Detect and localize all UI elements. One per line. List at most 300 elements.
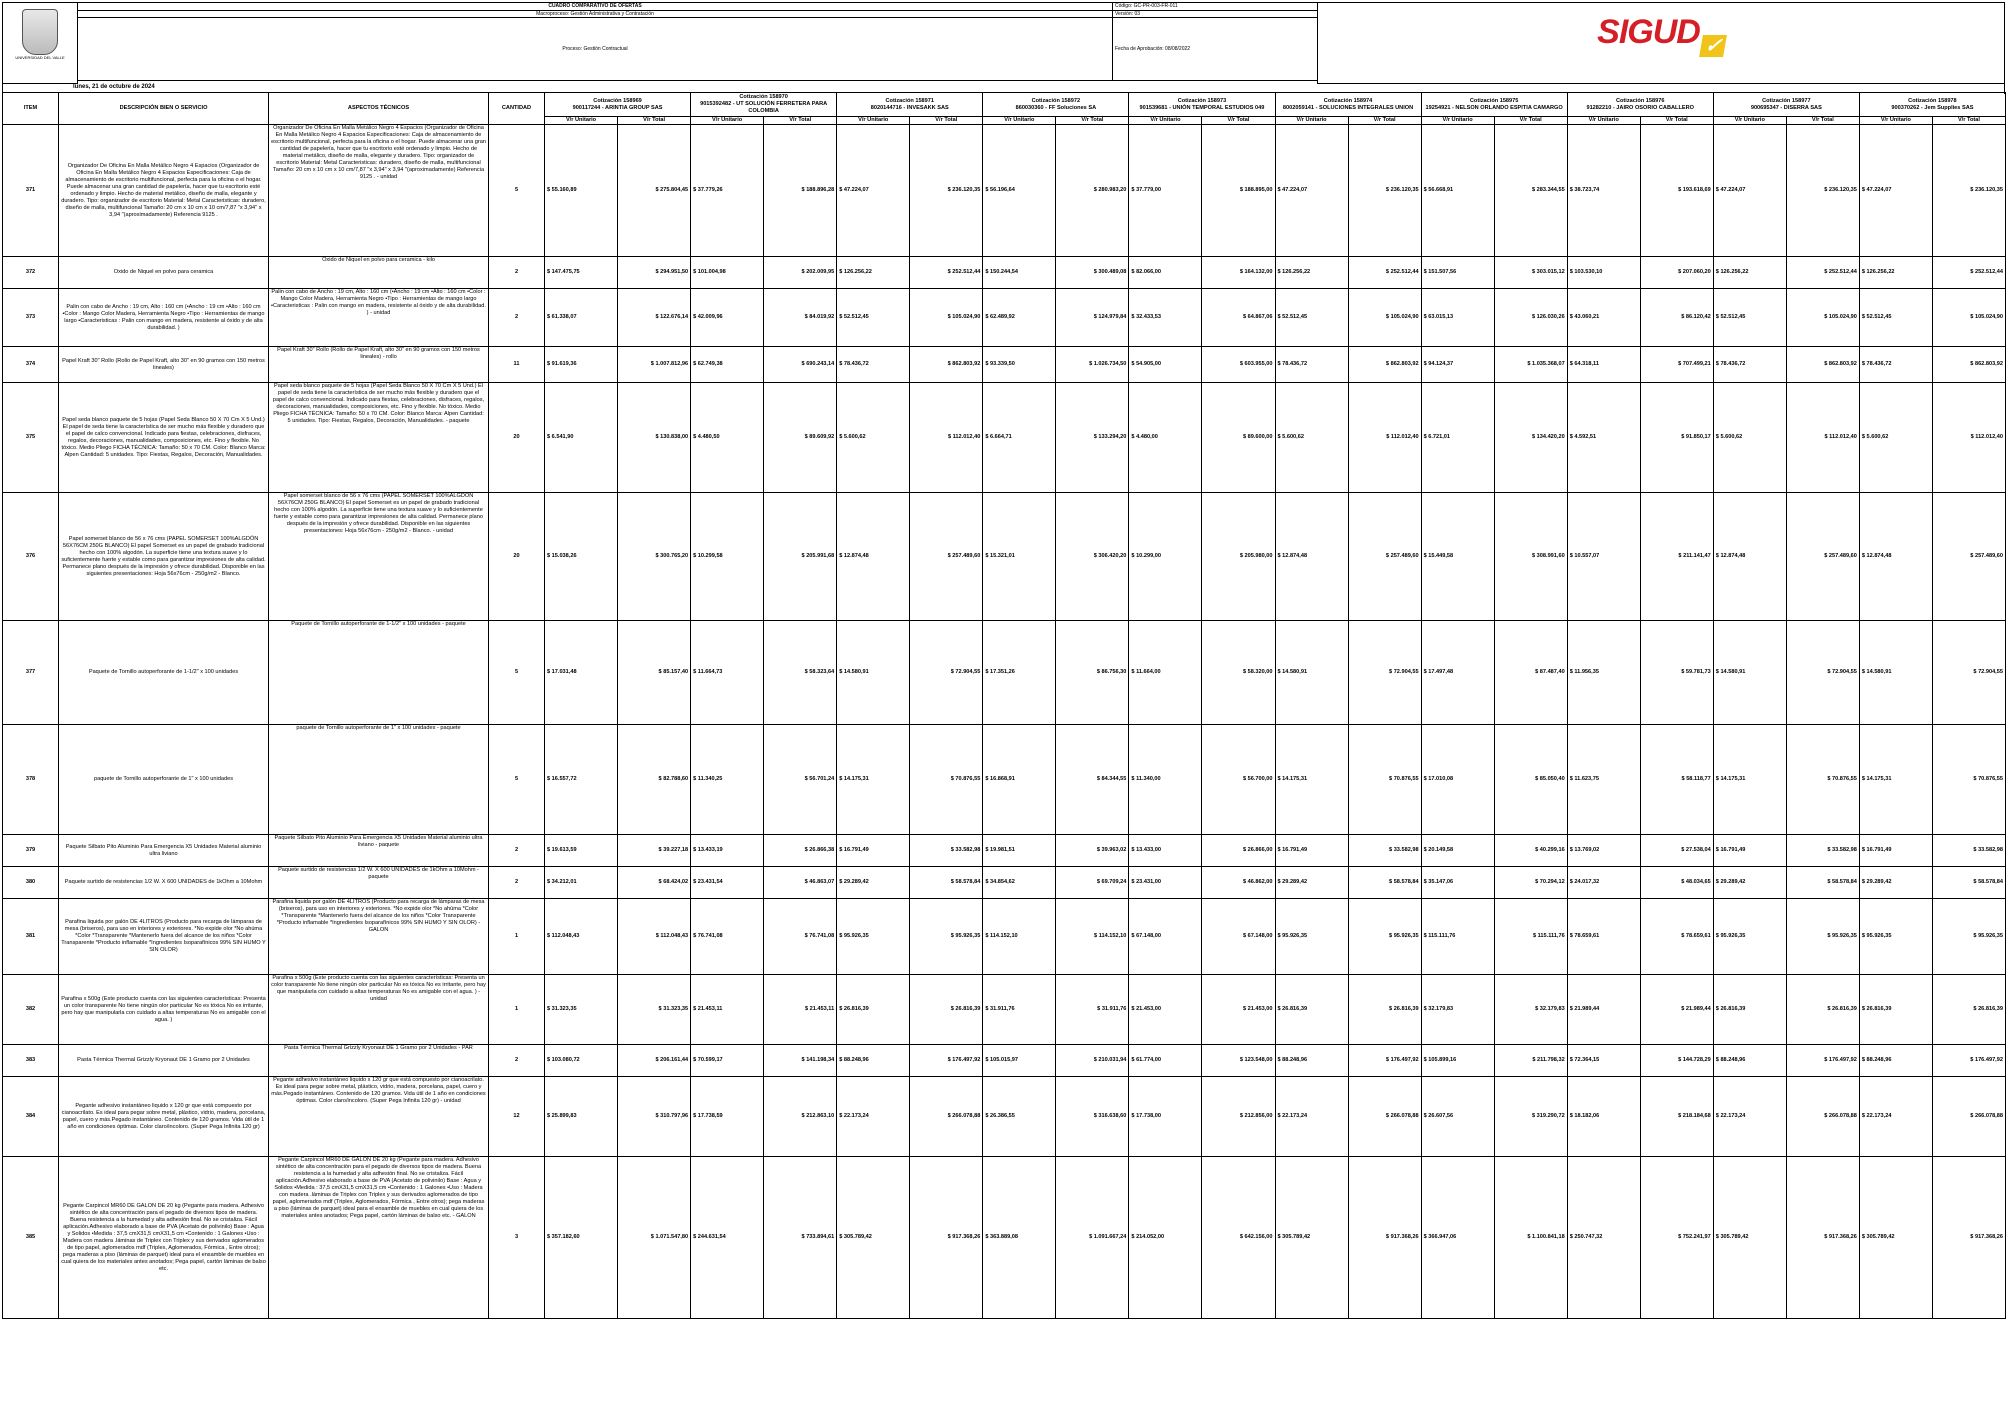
unit-price: $ 61.338,07 (545, 289, 618, 347)
item-description: Papel somerset blanco de 56 x 76 cms (PAPEL SOMERSET 100%ALGDÓN 56X76CM 250G BLANCO) El papel Somerset es un papel de grabado tradicional hecho con 100% algodón. La superficie tiene una textura suave y lo suficientemente fuerte y estable como para garantizar impresiones de alta calidad. Permanece plano después de la impresión y ofrece durabilidad. Disponible en las siguientes presentaciones: Hoja 56x76cm - 250g/m2 - Blanco. (59, 493, 269, 621)
total-price: $ 319.290,72 (1494, 1077, 1567, 1157)
total-price: $ 308.991,60 (1494, 493, 1567, 621)
university-name: UNIVERSIDAD DEL VALLE (15, 55, 65, 60)
total-price: $ 112.012,40 (1348, 383, 1421, 493)
total-price: $ 21.453,00 (1202, 975, 1275, 1045)
unit-price: $ 11.664,73 (691, 621, 764, 725)
unit-price: $ 23.431,54 (691, 867, 764, 899)
item-description: Parafina liquida por galón DE 4LITROS (Producto para recarga de lámparas de mesa (briseros), para uso en interiores y exteriores. *No expide olor *No ahúma *Color *Transparente *Mantenerlo fuera del alcance de los niños *Color Transparente *Producto inflamable *Ingredientes Isoparafínicos 99% SIN HUMO Y SIN OLOR) (59, 899, 269, 975)
document-header (2, 2, 2005, 84)
total-price: $ 84.019,92 (764, 289, 837, 347)
unit-price: $ 126.256,22 (837, 257, 910, 289)
col-header-vr-total: V/r Total (1494, 117, 1567, 125)
unit-price: $ 88.248,96 (1713, 1045, 1786, 1077)
table-row (3, 1077, 2006, 1157)
col-header-vr-unitario: V/r Unitario (983, 117, 1056, 125)
unit-price: $ 115.111,76 (1421, 899, 1494, 975)
total-price: $ 283.344,55 (1494, 125, 1567, 257)
unit-price: $ 61.774,00 (1129, 1045, 1202, 1077)
item-quantity: 20 (489, 493, 545, 621)
total-price: $ 1.026.734,50 (1056, 347, 1129, 383)
unit-price: $ 13.433,00 (1129, 835, 1202, 867)
doc-title: CUADRO COMPARATIVO DE OFERTAS (78, 3, 1113, 11)
total-price: $ 105.024,90 (910, 289, 983, 347)
unit-price: $ 10.299,58 (691, 493, 764, 621)
total-price: $ 862.803,92 (1932, 347, 2005, 383)
total-price: $ 21.989,44 (1640, 975, 1713, 1045)
total-price: $ 257.489,60 (1932, 493, 2005, 621)
unit-price: $ 29.289,42 (1275, 867, 1348, 899)
unit-price: $ 5.600,62 (1713, 383, 1786, 493)
university-logo-cell (3, 3, 78, 84)
unit-price: $ 17.351,26 (983, 621, 1056, 725)
total-price: $ 114.152,10 (1056, 899, 1129, 975)
unit-price: $ 42.009,96 (691, 289, 764, 347)
university-crest-icon (22, 9, 58, 55)
quote-header (1859, 93, 2005, 117)
col-header-descripcion: DESCRIPCIÓN BIEN O SERVICIO (59, 93, 269, 125)
unit-price: $ 78.436,72 (1275, 347, 1348, 383)
total-price: $ 252.512,44 (1348, 257, 1421, 289)
item-description: Papel seda blanco paquete de 5 hojas (Papel Seda Blanco 50 X 70 Cm X 5 Und.) El papel de seda tiene la característica de ser mucho más flexible y duradero que el papel de calco convencional. Indicado para fiestas, celebraciones, disfraces, regalos, decoraciones, manualidades, composiciones, etc. Fino y flexible. No tóxico. Medio Pliego FICHA TÉCNICA: Tamaño: 50 x 70 CM. Color: Blanco Marca: Alpen Cantidad: 5 unidades. Tipo: Fiestas, Regalos, Decoración, Manualidades. (59, 383, 269, 493)
total-price: $ 707.499,21 (1640, 347, 1713, 383)
table-row (3, 725, 2006, 835)
unit-price: $ 11.664,00 (1129, 621, 1202, 725)
unit-price: $ 363.889,08 (983, 1157, 1056, 1319)
unit-price: $ 72.364,15 (1567, 1045, 1640, 1077)
table-row (3, 493, 2006, 621)
total-price: $ 95.926,35 (1348, 899, 1421, 975)
quote-header (691, 93, 837, 117)
total-price: $ 1.091.667,24 (1056, 1157, 1129, 1319)
col-header-vr-unitario: V/r Unitario (1421, 117, 1494, 125)
total-price: $ 133.294,20 (1056, 383, 1129, 493)
total-price: $ 89.609,92 (764, 383, 837, 493)
col-header-vr-total: V/r Total (764, 117, 837, 125)
unit-price: $ 78.659,61 (1567, 899, 1640, 975)
quote-header (837, 93, 983, 117)
unit-price: $ 56.196,64 (983, 125, 1056, 257)
unit-price: $ 10.557,07 (1567, 493, 1640, 621)
table-row (3, 125, 2006, 257)
total-price: $ 212.863,10 (764, 1077, 837, 1157)
item-description: Organizador De Oficina En Malla Metálico Negro 4 Espacios (Organizador de Oficina En Malla Metálico Negro 4 Espacios Especificaciones: Caja de almacenamiento de escritorio multifuncional, perfecta para la oficina o el hogar. Puede almacenar una gran cantidad de papelería, hacer que tu escritorio esté ordenado y limpio. Hecho de material metálico, diseño de malla, elegante y duradero. Tipo: organizador de escritorio Material: Metal Caracteristicas: duradero, diseño de malla, multifuncional Tamaño: 20 cm x 10 cm x 10 cm/7,87 "x 3,94" x 3,94 "(aproximadamente) Referencia 9125 . (59, 125, 269, 257)
total-price: $ 236.120,35 (1786, 125, 1859, 257)
total-price: $ 58.320,00 (1202, 621, 1275, 725)
unit-price: $ 26.386,55 (983, 1077, 1056, 1157)
total-price: $ 68.424,02 (618, 867, 691, 899)
item-quantity: 1 (489, 899, 545, 975)
total-price: $ 31.323,35 (618, 975, 691, 1045)
quote-supplier: 8020144716 - INVESAKK SAS (870, 104, 949, 111)
unit-price: $ 12.874,48 (837, 493, 910, 621)
unit-price: $ 32.179,83 (1421, 975, 1494, 1045)
total-price: $ 733.894,61 (764, 1157, 837, 1319)
col-header-vr-unitario: V/r Unitario (1567, 117, 1640, 125)
table-row (3, 867, 2006, 899)
unit-price: $ 11.340,00 (1129, 725, 1202, 835)
unit-price: $ 37.779,00 (1129, 125, 1202, 257)
unit-price: $ 31.911,76 (983, 975, 1056, 1045)
total-price: $ 212.856,00 (1202, 1077, 1275, 1157)
unit-price: $ 56.668,91 (1421, 125, 1494, 257)
unit-price: $ 22.173,24 (1859, 1077, 1932, 1157)
total-price: $ 86.120,42 (1640, 289, 1713, 347)
unit-price: $ 35.147,06 (1421, 867, 1494, 899)
report-date: lunes, 21 de octubre de 2024 (2, 84, 2005, 94)
total-price: $ 917.368,26 (1932, 1157, 2005, 1319)
unit-price: $ 244.631,54 (691, 1157, 764, 1319)
table-row (3, 835, 2006, 867)
unit-price: $ 64.318,11 (1567, 347, 1640, 383)
total-price: $ 236.120,35 (1348, 125, 1421, 257)
item-quantity: 2 (489, 289, 545, 347)
col-header-vr-total: V/r Total (1348, 117, 1421, 125)
item-technical-aspects: Paquete Silbato Pito Aluminio Para Emergencia X5 Unidades Material aluminio ultra liviano - paquete (269, 835, 489, 867)
unit-price: $ 62.489,92 (983, 289, 1056, 347)
total-price: $ 211.141,47 (1640, 493, 1713, 621)
unit-price: $ 5.600,62 (1859, 383, 1932, 493)
total-price: $ 188.895,00 (1202, 125, 1275, 257)
unit-price: $ 305.789,42 (1859, 1157, 1932, 1319)
quote-supplier: 9015392482 - UT SOLUCIÓN FERRETERA PARA COLOMBIA (700, 101, 828, 114)
total-price: $ 310.797,96 (618, 1077, 691, 1157)
item-technical-aspects: Pegante Carpincol MR60 DE GALON DE 20 kg (Pegante para madera. Adhesivo sintético de alta concentración para el pegado de diversos tipos de madera. Buena resistencia a la humedad y alta adhesión final. No se cristaliza. Fácil aplicación.Adhesivo elaborado a base de PVA (Acetato de polivinilo) Base : Agua y Solidos •Medida : 37,5 cmX31,5 cmX31,5 cm •Contenido : 1 Galones •Uso : Madera con madera .láminas de Triplex con Triplex y sus derivados aglomerados de tipo papel, aglomerados mdf (Triplex, Aglomerados, Fórmica , Entre otros); pega maderas a piso (láminas de parquet) ideal para el ensamble de muebles en cual quiera de los materiales antes anotados; Pega papel, cartón láminas de balso etc. - GALON (269, 1157, 489, 1319)
unit-price: $ 47.224,07 (1859, 125, 1932, 257)
unit-price: $ 101.004,98 (691, 257, 764, 289)
unit-price: $ 114.152,10 (983, 899, 1056, 975)
unit-price: $ 11.956,35 (1567, 621, 1640, 725)
total-price: $ 123.548,00 (1202, 1045, 1275, 1077)
item-quantity: 5 (489, 725, 545, 835)
unit-price: $ 16.791,49 (837, 835, 910, 867)
item-technical-aspects: Parafina x 500g (Este producto cuenta con las siguientes características: Presenta un color transparente No tiene ningún olor particular No es tóxica No es irritante, pero hay que manipularla con cuidado a altas temperaturas No es amigable con el agua. ) - unidad (269, 975, 489, 1045)
unit-price: $ 12.874,48 (1275, 493, 1348, 621)
quote-number: Cotización 158969 (593, 97, 642, 104)
total-price: $ 218.184,68 (1640, 1077, 1713, 1157)
total-price: $ 176.497,92 (1786, 1045, 1859, 1077)
total-price: $ 300.765,20 (618, 493, 691, 621)
total-price: $ 130.838,00 (618, 383, 691, 493)
quote-supplier: 19254921 - NELSON ORLANDO ESPITIA CAMARGO (1425, 104, 1563, 111)
unit-price: $ 15.449,58 (1421, 493, 1494, 621)
col-header-aspectos: ASPECTOS TÉCNICOS (269, 93, 489, 125)
item-description: Paquete de Tornillo autoperforante de 1-1/2" x 100 unidades (59, 621, 269, 725)
item-quantity: 3 (489, 1157, 545, 1319)
unit-price: $ 34.212,01 (545, 867, 618, 899)
col-header-cantidad: CANTIDAD (489, 93, 545, 125)
unit-price: $ 18.182,06 (1567, 1077, 1640, 1157)
unit-price: $ 305.789,42 (1713, 1157, 1786, 1319)
unit-price: $ 47.224,07 (1275, 125, 1348, 257)
item-quantity: 2 (489, 867, 545, 899)
unit-price: $ 95.926,35 (1275, 899, 1348, 975)
unit-price: $ 4.480,00 (1129, 383, 1202, 493)
total-price: $ 70.876,55 (1932, 725, 2005, 835)
total-price: $ 266.078,88 (1348, 1077, 1421, 1157)
total-price: $ 280.983,20 (1056, 125, 1129, 257)
unit-price: $ 63.015,13 (1421, 289, 1494, 347)
total-price: $ 176.497,92 (1348, 1045, 1421, 1077)
total-price: $ 205.980,00 (1202, 493, 1275, 621)
unit-price: $ 34.854,62 (983, 867, 1056, 899)
total-price: $ 33.582,98 (910, 835, 983, 867)
total-price: $ 266.078,88 (1932, 1077, 2005, 1157)
quote-header (1421, 93, 1567, 117)
unit-price: $ 366.947,06 (1421, 1157, 1494, 1319)
total-price: $ 64.867,06 (1202, 289, 1275, 347)
total-price: $ 58.578,84 (1348, 867, 1421, 899)
unit-price: $ 103.530,10 (1567, 257, 1640, 289)
brand-cell (1318, 3, 2005, 84)
quote-header (1275, 93, 1421, 117)
unit-price: $ 151.507,56 (1421, 257, 1494, 289)
unit-price: $ 26.607,56 (1421, 1077, 1494, 1157)
total-price: $ 275.804,45 (618, 125, 691, 257)
item-description: Pasta Térmica Thermal Grizzly Kryonaut DE 1 Gramo por 2 Unidades (59, 1045, 269, 1077)
unit-price: $ 13.769,02 (1567, 835, 1640, 867)
quote-supplier: 8002059141 - SOLUCIONES INTEGRALES UNION (1282, 104, 1414, 111)
quote-number: Cotización 158973 (1177, 97, 1227, 104)
unit-price: $ 11.623,75 (1567, 725, 1640, 835)
total-price: $ 306.420,20 (1056, 493, 1129, 621)
unit-price: $ 22.173,24 (1275, 1077, 1348, 1157)
unit-price: $ 22.173,24 (837, 1077, 910, 1157)
unit-price: $ 13.433,19 (691, 835, 764, 867)
unit-price: $ 11.340,25 (691, 725, 764, 835)
total-price: $ 67.148,00 (1202, 899, 1275, 975)
unit-price: $ 4.592,51 (1567, 383, 1640, 493)
total-price: $ 134.420,20 (1494, 383, 1567, 493)
col-header-vr-total: V/r Total (1786, 117, 1859, 125)
unit-price: $ 29.289,42 (837, 867, 910, 899)
unit-price: $ 82.066,00 (1129, 257, 1202, 289)
total-price: $ 1.035.368,07 (1494, 347, 1567, 383)
total-price: $ 70.876,55 (1348, 725, 1421, 835)
unit-price: $ 250.747,32 (1567, 1157, 1640, 1319)
col-header-vr-total: V/r Total (1640, 117, 1713, 125)
total-price: $ 27.538,04 (1640, 835, 1713, 867)
table-row (3, 1045, 2006, 1077)
unit-price: $ 26.816,39 (1859, 975, 1932, 1045)
unit-price: $ 16.791,49 (1859, 835, 1932, 867)
quote-number: Cotización 158978 (1908, 97, 1957, 104)
total-price: $ 69.709,24 (1056, 867, 1129, 899)
unit-price: $ 12.874,48 (1713, 493, 1786, 621)
quote-supplier: 860030360 - FF Soluciones SA (1015, 104, 1097, 111)
item-number: 384 (3, 1077, 59, 1157)
total-price: $ 176.497,92 (910, 1045, 983, 1077)
unit-price: $ 17.010,08 (1421, 725, 1494, 835)
quote-header (1129, 93, 1275, 117)
table-row (3, 383, 2006, 493)
total-price: $ 95.926,35 (1932, 899, 2005, 975)
quote-supplier: 91282210 - JAIRO OSORIO CABALLERO (1586, 104, 1695, 111)
item-description: Papel Kraft 30" Rollo (Rollo de Papel Kraft, alto 30" en 90 gramos con 150 metros lineales) (59, 347, 269, 383)
table-row (3, 621, 2006, 725)
total-price: $ 126.030,26 (1494, 289, 1567, 347)
total-price: $ 1.100.841,18 (1494, 1157, 1567, 1319)
unit-price: $ 95.926,35 (837, 899, 910, 975)
item-quantity: 2 (489, 835, 545, 867)
total-price: $ 84.344,55 (1056, 725, 1129, 835)
unit-price: $ 52.512,45 (837, 289, 910, 347)
item-technical-aspects: Papel somerset blanco de 56 x 76 cms (PAPEL SOMERSET 100%ALGDÓN 56X76CM 250G BLANCO) El papel Somerset es un papel de grabado tradicional hecho con 100% algodón. La superficie tiene una textura suave y lo suficientemente fuerte y estable como para garantizar impresiones de alta calidad. Permanece plano después de la impresión y ofrece durabilidad. Disponible en las siguientes presentaciones: Hoja 56x76cm - 250g/m2 - Blanco. - unidad (269, 493, 489, 621)
total-price: $ 95.926,35 (1786, 899, 1859, 975)
col-header-vr-total: V/r Total (1056, 117, 1129, 125)
unit-price: $ 26.816,39 (1275, 975, 1348, 1045)
quote-header (545, 93, 691, 117)
unit-price: $ 91.619,36 (545, 347, 618, 383)
table-row (3, 899, 2006, 975)
item-number: 378 (3, 725, 59, 835)
unit-price: $ 14.175,31 (837, 725, 910, 835)
total-price: $ 26.816,39 (1932, 975, 2005, 1045)
quote-supplier: 900370262 - Jem Supplies SAS (1891, 104, 1974, 111)
unit-price: $ 55.160,89 (545, 125, 618, 257)
unit-price: $ 14.175,31 (1275, 725, 1348, 835)
col-header-vr-unitario: V/r Unitario (1275, 117, 1348, 125)
item-number: 373 (3, 289, 59, 347)
total-price: $ 236.120,35 (1932, 125, 2005, 257)
unit-price: $ 112.048,43 (545, 899, 618, 975)
total-price: $ 33.582,98 (1786, 835, 1859, 867)
total-price: $ 917.368,26 (1786, 1157, 1859, 1319)
total-price: $ 300.489,08 (1056, 257, 1129, 289)
quote-header (1713, 93, 1859, 117)
total-price: $ 252.512,44 (910, 257, 983, 289)
total-price: $ 58.578,84 (1786, 867, 1859, 899)
unit-price: $ 14.175,31 (1859, 725, 1932, 835)
unit-price: $ 126.256,22 (1713, 257, 1786, 289)
item-quantity: 2 (489, 257, 545, 289)
total-price: $ 85.050,40 (1494, 725, 1567, 835)
item-quantity: 11 (489, 347, 545, 383)
col-header-vr-unitario: V/r Unitario (1129, 117, 1202, 125)
total-price: $ 56.701,24 (764, 725, 837, 835)
item-technical-aspects: Paquete surtido de resistencias 1/2 W. X 600 UNIDADES de 1kOhm a 10Mohm - paquete (269, 867, 489, 899)
total-price: $ 917.368,26 (910, 1157, 983, 1319)
unit-price: $ 21.453,00 (1129, 975, 1202, 1045)
item-quantity: 1 (489, 975, 545, 1045)
total-price: $ 33.582,98 (1932, 835, 2005, 867)
unit-price: $ 21.989,44 (1567, 975, 1640, 1045)
total-price: $ 205.991,68 (764, 493, 837, 621)
item-description: Pegante Carpincol MR60 DE GALON DE 20 kg (Pegante para madera. Adhesivo sintético de alta concentración para el pegado de diversos tipos de madera. Buena resistencia a la humedad y alta adhesión final. No se cristaliza. Fácil aplicación.Adhesivo elaborado a base de PVA (Acetato de polivinilo) Base : Agua y Solidos •Medida : 37,5 cmX31,5 cmX31,5 cm •Contenido : 1 Galones •Uso : Madera con madera .láminas de Triplex con Triplex y sus derivados aglomerados de tipo papel, aglomerados mdf (Triplex, Aglomerados, Fórmica , Entre otros); pega maderas a piso (láminas de parquet) ideal para el ensamble de muebles en cual quiera de los materiales antes anotados; Pega papel, cartón láminas de balso etc. (59, 1157, 269, 1319)
col-header-vr-total: V/r Total (910, 117, 983, 125)
quote-supplier: 900117244 - ARINTIA GROUP SAS (572, 104, 663, 111)
unit-price: $ 17.738,00 (1129, 1077, 1202, 1157)
item-technical-aspects: Palin con cabo de Ancho : 19 cm, Alto : 160 cm (•Ancho : 19 cm •Alto : 160 cm •Color : Mango Color Madera, Herramienta Negro •Tipo : Herramientas de mango largo •Caracteristicas : Palin con mango en madera, resistente al óxido y de alta durabilidad. ) - unidad (269, 289, 489, 347)
unit-price: $ 19.981,51 (983, 835, 1056, 867)
total-price: $ 72.904,55 (1932, 621, 2005, 725)
sigud-logo: SIGUD ✓ (1597, 13, 1725, 51)
item-number: 379 (3, 835, 59, 867)
col-header-vr-unitario: V/r Unitario (545, 117, 618, 125)
table-row (3, 257, 2006, 289)
item-number: 377 (3, 621, 59, 725)
unit-price: $ 126.256,22 (1859, 257, 1932, 289)
macroproceso: Macroproceso: Gestión Administrativa y Contratación (78, 10, 1113, 18)
unit-price: $ 10.299,00 (1129, 493, 1202, 621)
quote-number: Cotización 158971 (885, 97, 935, 104)
unit-price: $ 88.248,96 (1275, 1045, 1348, 1077)
unit-price: $ 95.926,35 (1713, 899, 1786, 975)
total-price: $ 33.582,98 (1348, 835, 1421, 867)
quote-number: Cotización 158976 (1615, 97, 1665, 104)
item-technical-aspects: Papel Kraft 30" Rollo (Rollo de Papel Kraft, alto 30" en 90 gramos con 150 metros lineales) - rollo (269, 347, 489, 383)
unit-price: $ 16.791,49 (1275, 835, 1348, 867)
total-price: $ 26.816,39 (1348, 975, 1421, 1045)
quote-header (983, 93, 1129, 117)
unit-price: $ 95.926,35 (1859, 899, 1932, 975)
total-price: $ 105.024,90 (1786, 289, 1859, 347)
unit-price: $ 19.613,59 (545, 835, 618, 867)
item-number: 382 (3, 975, 59, 1045)
total-price: $ 603.955,00 (1202, 347, 1275, 383)
total-price: $ 236.120,35 (910, 125, 983, 257)
total-price: $ 72.904,55 (1786, 621, 1859, 725)
total-price: $ 144.728,29 (1640, 1045, 1713, 1077)
item-description: Paquete Silbato Pito Aluminio Para Emergencia X5 Unidades Material aluminio ultra liviano (59, 835, 269, 867)
total-price: $ 164.132,00 (1202, 257, 1275, 289)
total-price: $ 40.299,16 (1494, 835, 1567, 867)
total-price: $ 70.876,55 (1786, 725, 1859, 835)
unit-price: $ 305.789,42 (1275, 1157, 1348, 1319)
unit-price: $ 6.664,71 (983, 383, 1056, 493)
unit-price: $ 15.321,01 (983, 493, 1056, 621)
item-technical-aspects: Oxido de Niquel en polvo para ceramica - kilo (269, 257, 489, 289)
item-number: 374 (3, 347, 59, 383)
item-quantity: 5 (489, 125, 545, 257)
unit-price: $ 357.182,60 (545, 1157, 618, 1319)
unit-price: $ 37.779,26 (691, 125, 764, 257)
total-price: $ 122.676,14 (618, 289, 691, 347)
unit-price: $ 105.899,16 (1421, 1045, 1494, 1077)
unit-price: $ 52.512,45 (1859, 289, 1932, 347)
unit-price: $ 23.431,00 (1129, 867, 1202, 899)
table-row (3, 347, 2006, 383)
unit-price: $ 14.175,31 (1713, 725, 1786, 835)
unit-price: $ 76.741,08 (691, 899, 764, 975)
total-price: $ 56.700,00 (1202, 725, 1275, 835)
total-price: $ 59.781,73 (1640, 621, 1713, 725)
unit-price: $ 78.436,72 (1859, 347, 1932, 383)
unit-price: $ 62.749,38 (691, 347, 764, 383)
item-technical-aspects: paquete de Tornillo autoperforante de 1" x 100 unidades - paquete (269, 725, 489, 835)
proceso: Proceso: Gestión Contractual (78, 18, 1113, 81)
total-price: $ 70.294,12 (1494, 867, 1567, 899)
unit-price: $ 94.124,37 (1421, 347, 1494, 383)
unit-price: $ 88.248,96 (1859, 1045, 1932, 1077)
total-price: $ 58.323,64 (764, 621, 837, 725)
unit-price: $ 6.541,90 (545, 383, 618, 493)
total-price: $ 70.876,55 (910, 725, 983, 835)
total-price: $ 46.862,00 (1202, 867, 1275, 899)
total-price: $ 257.489,60 (910, 493, 983, 621)
col-header-vr-unitario: V/r Unitario (1859, 117, 1932, 125)
total-price: $ 91.850,17 (1640, 383, 1713, 493)
total-price: $ 690.243,14 (764, 347, 837, 383)
total-price: $ 89.600,00 (1202, 383, 1275, 493)
total-price: $ 21.453,11 (764, 975, 837, 1045)
unit-price: $ 24.017,32 (1567, 867, 1640, 899)
col-header-vr-total: V/r Total (618, 117, 691, 125)
unit-price: $ 126.256,22 (1275, 257, 1348, 289)
total-price: $ 32.179,83 (1494, 975, 1567, 1045)
unit-price: $ 150.244,54 (983, 257, 1056, 289)
table-row (3, 1157, 2006, 1319)
